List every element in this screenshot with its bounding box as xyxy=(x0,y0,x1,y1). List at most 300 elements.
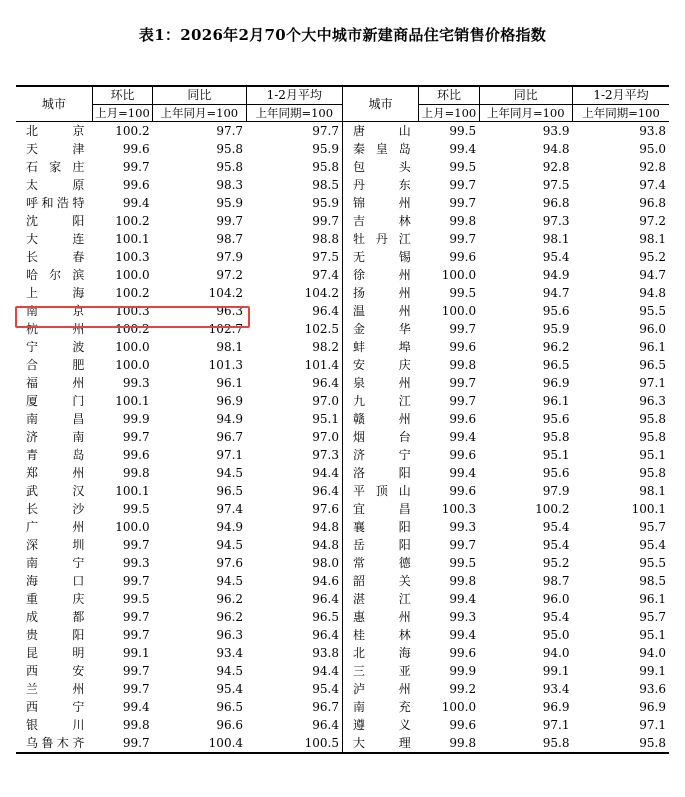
cell-yoy-right: 95.6 xyxy=(542,466,570,480)
cell-avg-right: 98.1 xyxy=(639,232,666,246)
cell-city-left: 乌鲁木齐 xyxy=(16,734,92,753)
price-index-table xyxy=(16,85,669,754)
cell-yoy-right: 94.9 xyxy=(542,268,570,282)
cell-avg-left: 97.3 xyxy=(312,448,339,462)
cell-city-left: 重庆 xyxy=(26,592,85,606)
cell-city-left: 青岛 xyxy=(26,448,85,462)
table-row xyxy=(16,266,669,284)
cell-city-left: 宁波 xyxy=(26,340,85,354)
cell-avg-right: 95.8 xyxy=(639,412,666,426)
cell-mom-right: 99.6 xyxy=(449,412,477,426)
cell-avg-right: 95.8 xyxy=(573,734,670,753)
cell-avg-left: 104.2 xyxy=(304,286,339,300)
cell-avg-right: 96.8 xyxy=(639,196,666,210)
cell-mom-right: 99.2 xyxy=(449,682,477,696)
cell-avg-right: 97.1 xyxy=(639,718,666,732)
subheader-avg-right: 上年同期=100 xyxy=(573,105,670,122)
table-row xyxy=(16,428,669,446)
cell-yoy-right: 96.5 xyxy=(542,358,570,372)
table-row xyxy=(16,194,669,212)
table-row xyxy=(16,284,669,302)
cell-yoy-right: 96.0 xyxy=(542,592,570,606)
cell-city-right: 包头 xyxy=(342,158,418,176)
cell-yoy-right: 95.4 xyxy=(542,538,570,552)
cell-mom-right: 99.7 xyxy=(449,178,477,192)
cell-city-left: 成都 xyxy=(26,610,85,624)
cell-mom-right: 99.5 xyxy=(449,124,477,138)
cell-city-left: 沈阳 xyxy=(26,214,85,228)
cell-avg-left: 95.1 xyxy=(312,412,339,426)
cell-yoy-right: 94.8 xyxy=(542,142,570,156)
cell-mom-left: 100.0 xyxy=(115,340,150,354)
cell-mom-left: 99.7 xyxy=(122,574,150,588)
cell-yoy-left: 97.6 xyxy=(216,556,244,570)
cell-mom-left: 100.2 xyxy=(115,124,150,138)
cell-avg-left: 96.4 xyxy=(312,376,339,390)
cell-yoy-right: 96.9 xyxy=(542,376,570,390)
cell-city-right: 秦皇岛 xyxy=(342,140,418,158)
cell-city-left: 上海 xyxy=(26,286,85,300)
cell-city-right: 平顶山 xyxy=(342,482,418,500)
cell-yoy-left: 96.6 xyxy=(216,718,244,732)
cell-mom-right: 99.6 xyxy=(449,448,477,462)
cell-mom-right: 99.7 xyxy=(449,538,477,552)
cell-city-right: 南充 xyxy=(342,698,418,716)
cell-yoy-right: 93.9 xyxy=(542,124,570,138)
cell-city-left: 武汉 xyxy=(26,484,85,498)
cell-mom-right: 100.3 xyxy=(441,502,477,516)
cell-city-right: 丹东 xyxy=(342,176,418,194)
cell-mom-right: 99.7 xyxy=(449,232,477,246)
cell-city-right: 无锡 xyxy=(342,248,418,266)
cell-city-right: 岳阳 xyxy=(342,536,418,554)
cell-mom-left: 100.0 xyxy=(115,358,150,372)
cell-avg-right: 97.4 xyxy=(639,178,666,192)
table-row xyxy=(16,392,669,410)
cell-city-left: 海口 xyxy=(26,574,85,588)
cell-mom-left: 99.4 xyxy=(122,700,150,714)
cell-avg-left: 96.4 xyxy=(312,718,339,732)
subheader-yoy-right: 上年同月=100 xyxy=(479,105,572,122)
table-row xyxy=(16,644,669,662)
cell-avg-right: 94.7 xyxy=(639,268,666,282)
cell-yoy-left: 104.2 xyxy=(208,286,244,300)
cell-yoy-left: 95.4 xyxy=(216,682,244,696)
table-row xyxy=(16,698,669,716)
cell-yoy-right: 97.1 xyxy=(542,718,570,732)
cell-city-left: 北京 xyxy=(26,124,85,138)
table-row xyxy=(16,500,669,518)
cell-city-left: 呼和浩特 xyxy=(26,196,85,210)
table-row xyxy=(16,680,669,698)
cell-yoy-left: 95.8 xyxy=(216,160,244,174)
cell-mom-left: 99.6 xyxy=(122,178,150,192)
cell-mom-right: 99.5 xyxy=(449,286,477,300)
cell-avg-right: 95.7 xyxy=(639,610,666,624)
cell-avg-left: 97.4 xyxy=(312,268,339,282)
cell-yoy-right: 99.1 xyxy=(542,664,570,678)
cell-mom-left: 99.9 xyxy=(122,412,150,426)
cell-avg-right: 96.9 xyxy=(639,700,666,714)
cell-avg-left: 99.7 xyxy=(312,214,339,228)
cell-yoy-right: 100.2 xyxy=(535,502,570,516)
cell-yoy-left: 95.9 xyxy=(216,196,244,210)
cell-city-right: 三亚 xyxy=(342,662,418,680)
cell-mom-right: 99.3 xyxy=(449,520,477,534)
cell-city-left: 西安 xyxy=(26,664,85,678)
cell-avg-left: 96.4 xyxy=(312,304,339,318)
cell-yoy-left: 96.5 xyxy=(216,700,244,714)
cell-avg-right: 95.5 xyxy=(639,556,666,570)
cell-mom-right: 100.0 xyxy=(441,304,477,318)
cell-city-right: 泸州 xyxy=(342,680,418,698)
cell-mom-right: 99.7 xyxy=(449,322,477,336)
table-row xyxy=(16,626,669,644)
cell-mom-right: 99.8 xyxy=(449,574,477,588)
cell-city-left: 石家庄 xyxy=(26,160,85,174)
cell-avg-left: 97.5 xyxy=(312,250,339,264)
cell-city-right: 赣州 xyxy=(342,410,418,428)
table-row xyxy=(16,356,669,374)
cell-city-left: 天津 xyxy=(26,142,85,156)
cell-avg-left: 98.0 xyxy=(312,556,339,570)
cell-mom-right: 99.8 xyxy=(419,734,479,753)
cell-avg-left: 94.8 xyxy=(312,538,339,552)
cell-mom-right: 99.7 xyxy=(449,376,477,390)
cell-city-left: 南昌 xyxy=(26,412,85,426)
table-row xyxy=(16,230,669,248)
cell-avg-left: 97.0 xyxy=(312,430,339,444)
cell-avg-right: 97.1 xyxy=(639,376,666,390)
cell-mom-left: 100.1 xyxy=(115,394,150,408)
cell-yoy-right: 96.1 xyxy=(542,394,570,408)
cell-yoy-right: 95.1 xyxy=(542,448,570,462)
cell-avg-left: 96.4 xyxy=(312,592,339,606)
cell-mom-left: 99.7 xyxy=(122,628,150,642)
cell-mom-right: 99.4 xyxy=(449,466,477,480)
cell-mom-left: 99.7 xyxy=(122,430,150,444)
cell-avg-right: 100.1 xyxy=(631,502,666,516)
cell-avg-left: 96.4 xyxy=(312,484,339,498)
cell-avg-left: 101.4 xyxy=(304,358,339,372)
cell-mom-right: 100.0 xyxy=(441,268,477,282)
table-row xyxy=(16,140,669,158)
cell-yoy-right: 95.4 xyxy=(542,520,570,534)
cell-yoy-right: 97.5 xyxy=(542,178,570,192)
cell-city-left: 南宁 xyxy=(26,556,85,570)
table-row xyxy=(16,338,669,356)
table-row xyxy=(16,518,669,536)
cell-yoy-right: 95.8 xyxy=(479,734,572,753)
cell-mom-left: 99.7 xyxy=(92,734,152,753)
cell-avg-left: 97.6 xyxy=(312,502,339,516)
cell-city-right: 扬州 xyxy=(342,284,418,302)
cell-yoy-left: 94.5 xyxy=(216,574,244,588)
cell-avg-right: 96.1 xyxy=(639,592,666,606)
cell-avg-left: 97.7 xyxy=(312,124,339,138)
cell-city-left: 兰州 xyxy=(26,682,85,696)
cell-mom-right: 99.6 xyxy=(449,484,477,498)
cell-avg-left: 94.8 xyxy=(312,520,339,534)
cell-mom-right: 99.6 xyxy=(449,250,477,264)
cell-yoy-right: 95.9 xyxy=(542,322,570,336)
cell-yoy-left: 94.5 xyxy=(216,466,244,480)
cell-yoy-right: 95.6 xyxy=(542,412,570,426)
cell-city-right: 安庆 xyxy=(342,356,418,374)
table-row xyxy=(16,662,669,680)
cell-city-left: 贵阳 xyxy=(26,628,85,642)
cell-mom-left: 99.5 xyxy=(122,502,150,516)
cell-yoy-left: 94.5 xyxy=(216,664,244,678)
header-mom-left: 环比 xyxy=(92,86,152,105)
table-body xyxy=(16,122,669,754)
cell-city-left: 昆明 xyxy=(26,646,85,660)
cell-avg-right: 92.8 xyxy=(639,160,666,174)
cell-city-right: 北海 xyxy=(342,644,418,662)
header-yoy-left: 同比 xyxy=(153,86,246,105)
cell-city-right: 泉州 xyxy=(342,374,418,392)
header-avg-left: 1-2月平均 xyxy=(246,86,342,105)
table-row xyxy=(16,554,669,572)
cell-city-right: 洛阳 xyxy=(342,464,418,482)
cell-avg-right: 99.1 xyxy=(639,664,666,678)
cell-yoy-right: 98.7 xyxy=(542,574,570,588)
cell-city-right: 桂林 xyxy=(342,626,418,644)
cell-mom-left: 100.1 xyxy=(115,484,150,498)
cell-mom-right: 99.5 xyxy=(449,160,477,174)
table-row xyxy=(16,446,669,464)
cell-city-right: 锦州 xyxy=(342,194,418,212)
cell-avg-right: 96.3 xyxy=(639,394,666,408)
cell-avg-right: 95.1 xyxy=(639,628,666,642)
cell-mom-left: 100.3 xyxy=(115,250,150,264)
cell-mom-left: 100.3 xyxy=(115,304,150,318)
cell-city-left: 长沙 xyxy=(26,502,85,516)
cell-avg-right: 96.0 xyxy=(639,322,666,336)
cell-avg-right: 95.0 xyxy=(639,142,666,156)
cell-mom-left: 99.4 xyxy=(122,196,150,210)
cell-yoy-left: 98.1 xyxy=(216,340,244,354)
cell-yoy-left: 94.5 xyxy=(216,538,244,552)
subheader-mom-left: 上月=100 xyxy=(92,105,152,122)
table-title: 表1：2026年2月70个大中城市新建商品住宅销售价格指数 xyxy=(138,26,547,44)
cell-mom-right: 99.7 xyxy=(449,196,477,210)
subheader-mom-right: 上月=100 xyxy=(419,105,479,122)
cell-city-right: 牡丹江 xyxy=(342,230,418,248)
cell-avg-left: 95.4 xyxy=(312,682,339,696)
cell-avg-left: 97.0 xyxy=(312,394,339,408)
cell-avg-left: 94.4 xyxy=(312,664,339,678)
cell-mom-left: 99.7 xyxy=(122,160,150,174)
table-row xyxy=(16,374,669,392)
table-row xyxy=(16,608,669,626)
cell-mom-left: 99.5 xyxy=(122,592,150,606)
cell-yoy-left: 96.5 xyxy=(216,484,244,498)
cell-mom-left: 99.3 xyxy=(122,376,150,390)
cell-mom-right: 99.4 xyxy=(449,592,477,606)
cell-mom-left: 99.7 xyxy=(122,664,150,678)
header-city-right: 城市 xyxy=(342,86,418,122)
cell-yoy-right: 92.8 xyxy=(542,160,570,174)
table-row xyxy=(16,212,669,230)
cell-mom-right: 99.6 xyxy=(449,718,477,732)
cell-yoy-right: 97.3 xyxy=(542,214,570,228)
cell-city-left: 太原 xyxy=(26,178,85,192)
cell-avg-right: 95.2 xyxy=(639,250,666,264)
cell-avg-left: 94.4 xyxy=(312,466,339,480)
cell-mom-left: 99.7 xyxy=(122,610,150,624)
cell-yoy-right: 95.8 xyxy=(542,430,570,444)
table-row xyxy=(16,734,669,753)
cell-yoy-left: 101.3 xyxy=(208,358,244,372)
cell-mom-left: 99.6 xyxy=(122,142,150,156)
cell-yoy-right: 95.4 xyxy=(542,610,570,624)
cell-city-right: 遵义 xyxy=(342,716,418,734)
cell-yoy-left: 94.9 xyxy=(216,520,244,534)
cell-city-left: 郑州 xyxy=(26,466,85,480)
cell-avg-left: 96.7 xyxy=(312,700,339,714)
header-avg-right: 1-2月平均 xyxy=(573,86,670,105)
cell-yoy-left: 93.4 xyxy=(216,646,244,660)
cell-avg-right: 95.8 xyxy=(639,430,666,444)
cell-avg-left: 100.5 xyxy=(246,734,342,753)
cell-city-right: 常德 xyxy=(342,554,418,572)
cell-mom-left: 99.1 xyxy=(122,646,150,660)
cell-yoy-left: 100.4 xyxy=(153,734,246,753)
cell-yoy-right: 96.2 xyxy=(542,340,570,354)
cell-mom-left: 99.7 xyxy=(122,538,150,552)
cell-mom-left: 99.8 xyxy=(122,718,150,732)
cell-city-left: 厦门 xyxy=(26,394,85,408)
cell-avg-right: 93.8 xyxy=(639,124,666,138)
cell-city-left: 西宁 xyxy=(26,700,85,714)
cell-city-left: 福州 xyxy=(26,376,85,390)
cell-city-right: 襄阳 xyxy=(342,518,418,536)
table-row xyxy=(16,248,669,266)
cell-city-right: 湛江 xyxy=(342,590,418,608)
cell-city-left: 深圳 xyxy=(26,538,85,552)
cell-yoy-right: 98.1 xyxy=(542,232,570,246)
cell-mom-right: 99.3 xyxy=(449,610,477,624)
cell-mom-left: 99.3 xyxy=(122,556,150,570)
cell-mom-right: 99.4 xyxy=(449,628,477,642)
cell-avg-left: 98.8 xyxy=(312,232,339,246)
table-row xyxy=(16,572,669,590)
cell-mom-right: 99.6 xyxy=(449,646,477,660)
cell-yoy-right: 96.8 xyxy=(542,196,570,210)
header-yoy-right: 同比 xyxy=(479,86,572,105)
cell-avg-right: 94.8 xyxy=(639,286,666,300)
cell-mom-right: 99.8 xyxy=(449,358,477,372)
header-city-left: 城市 xyxy=(16,86,92,122)
cell-avg-right: 95.5 xyxy=(639,304,666,318)
cell-city-left: 济南 xyxy=(26,430,85,444)
cell-yoy-left: 99.7 xyxy=(216,214,244,228)
table-row xyxy=(16,590,669,608)
cell-mom-right: 99.6 xyxy=(449,340,477,354)
cell-mom-right: 99.5 xyxy=(449,556,477,570)
cell-avg-left: 95.9 xyxy=(312,142,339,156)
cell-city-left: 南京 xyxy=(26,304,85,318)
cell-city-left: 广州 xyxy=(26,520,85,534)
cell-mom-left: 100.2 xyxy=(115,286,150,300)
cell-yoy-right: 95.2 xyxy=(542,556,570,570)
cell-city-right: 大理 xyxy=(342,734,418,753)
cell-city-left: 大连 xyxy=(26,232,85,246)
cell-yoy-right: 95.0 xyxy=(542,628,570,642)
cell-avg-right: 97.2 xyxy=(639,214,666,228)
cell-avg-left: 96.5 xyxy=(312,610,339,624)
cell-yoy-left: 97.9 xyxy=(216,250,244,264)
cell-city-left: 长春 xyxy=(26,250,85,264)
table-row xyxy=(16,716,669,734)
cell-yoy-right: 93.4 xyxy=(542,682,570,696)
table-row xyxy=(16,536,669,554)
cell-avg-left: 98.2 xyxy=(312,340,339,354)
cell-yoy-right: 95.6 xyxy=(542,304,570,318)
cell-avg-right: 95.7 xyxy=(639,520,666,534)
cell-yoy-right: 94.7 xyxy=(542,286,570,300)
cell-mom-left: 100.2 xyxy=(115,214,150,228)
table-row xyxy=(16,464,669,482)
cell-yoy-left: 95.8 xyxy=(216,142,244,156)
table-row xyxy=(16,122,669,141)
table-row xyxy=(16,320,669,338)
cell-yoy-left: 97.4 xyxy=(216,502,244,516)
cell-mom-right: 99.4 xyxy=(449,142,477,156)
cell-yoy-left: 96.2 xyxy=(216,610,244,624)
cell-city-right: 唐山 xyxy=(342,122,418,141)
cell-mom-left: 100.2 xyxy=(115,322,150,336)
cell-avg-right: 94.0 xyxy=(639,646,666,660)
cell-city-right: 徐州 xyxy=(342,266,418,284)
cell-mom-right: 99.7 xyxy=(449,394,477,408)
cell-city-right: 九江 xyxy=(342,392,418,410)
cell-city-right: 宜昌 xyxy=(342,500,418,518)
cell-city-left: 杭州 xyxy=(26,322,85,336)
cell-avg-right: 96.1 xyxy=(639,340,666,354)
cell-yoy-left: 96.9 xyxy=(216,394,244,408)
cell-mom-right: 99.9 xyxy=(449,664,477,678)
cell-avg-left: 98.5 xyxy=(312,178,339,192)
cell-mom-left: 100.1 xyxy=(115,232,150,246)
cell-yoy-left: 97.7 xyxy=(216,124,244,138)
cell-city-right: 温州 xyxy=(342,302,418,320)
cell-mom-right: 99.4 xyxy=(449,430,477,444)
cell-avg-right: 95.1 xyxy=(639,448,666,462)
cell-city-right: 金华 xyxy=(342,320,418,338)
cell-yoy-left: 97.2 xyxy=(216,268,244,282)
cell-avg-right: 98.1 xyxy=(639,484,666,498)
cell-mom-left: 100.0 xyxy=(115,520,150,534)
table-row xyxy=(16,302,669,320)
cell-city-right: 惠州 xyxy=(342,608,418,626)
cell-yoy-left: 96.3 xyxy=(216,304,244,318)
cell-yoy-left: 98.3 xyxy=(216,178,244,192)
cell-avg-left: 102.5 xyxy=(304,322,339,336)
table-row xyxy=(16,158,669,176)
cell-yoy-left: 102.7 xyxy=(208,322,244,336)
cell-yoy-right: 96.9 xyxy=(542,700,570,714)
cell-yoy-left: 97.1 xyxy=(216,448,244,462)
cell-mom-right: 100.0 xyxy=(441,700,477,714)
cell-avg-right: 96.5 xyxy=(639,358,666,372)
cell-yoy-left: 96.3 xyxy=(216,628,244,642)
cell-city-right: 韶关 xyxy=(342,572,418,590)
cell-yoy-left: 96.1 xyxy=(216,376,244,390)
cell-avg-right: 95.8 xyxy=(639,466,666,480)
cell-city-left: 银川 xyxy=(26,718,85,732)
